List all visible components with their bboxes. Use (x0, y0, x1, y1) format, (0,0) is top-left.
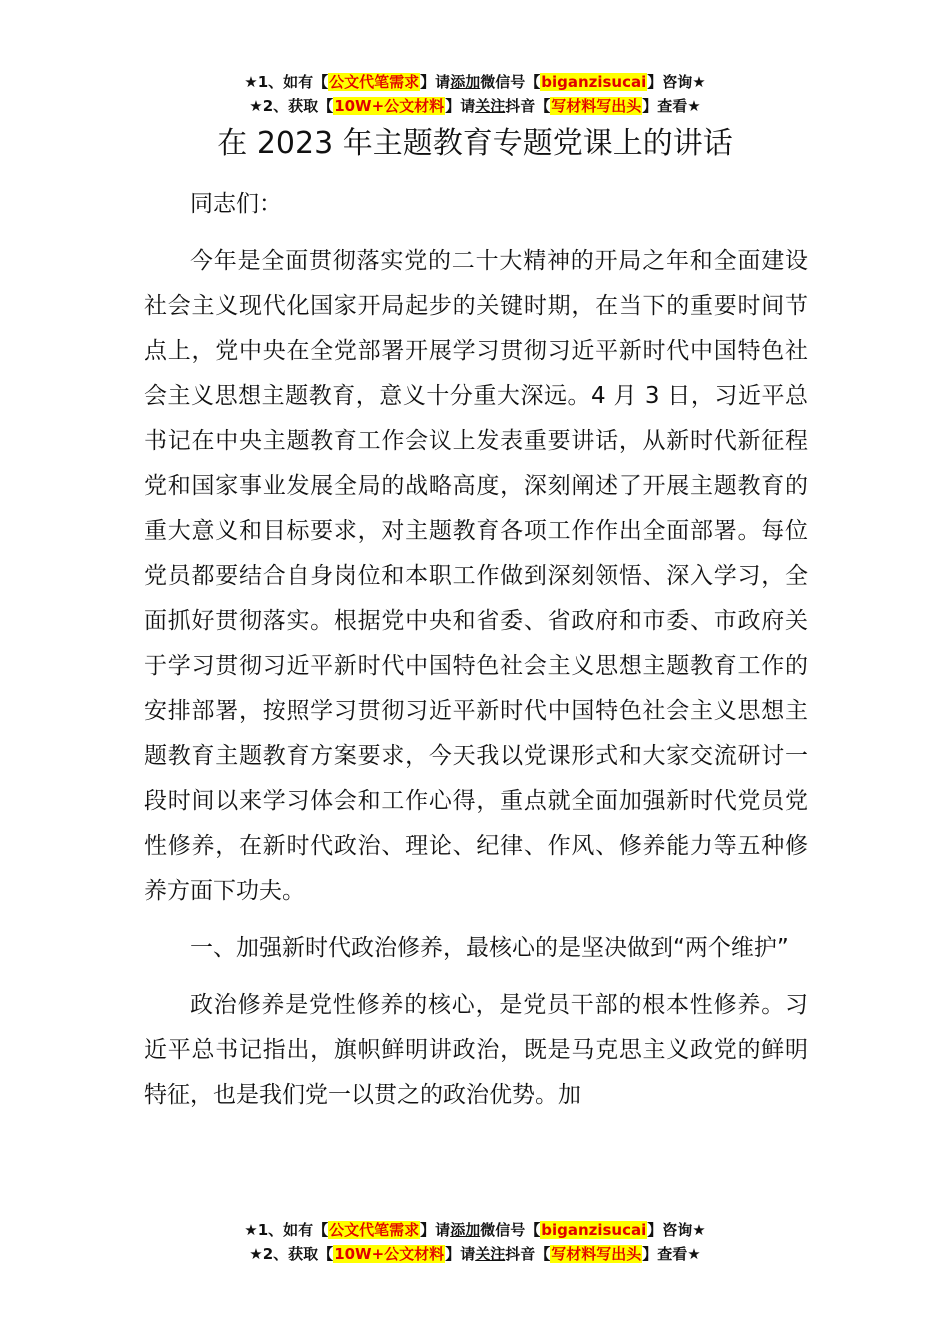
highlight-materials: 10W+公文材料 (334, 97, 445, 115)
highlight-service: 公文代笔需求 (329, 1221, 420, 1239)
underlined-text: 添加 (450, 73, 481, 91)
banner-text: 微信号【 (480, 1221, 541, 1239)
banner-line-1 (0, 1218, 950, 1242)
banner-text: 】请 (445, 1245, 476, 1263)
banner-line-2 (0, 1242, 950, 1266)
banner-text: 】查看★ (642, 97, 701, 115)
banner-text: ★2、获取【 (249, 97, 334, 115)
underlined-text: 关注 (475, 1245, 506, 1263)
document-title: 在 2023 年主题教育专题党课上的讲话 (217, 126, 733, 161)
highlight-douyin: 写材料写出头 (551, 97, 642, 115)
banner-text: ★1、如有【 (244, 1221, 329, 1239)
highlight-service: 公文代笔需求 (329, 73, 420, 91)
banner-text: ★1、如有【 (244, 73, 329, 91)
highlight-wechat-id: biganzisucai (541, 1221, 647, 1239)
banner-line-1 (0, 70, 950, 94)
banner-line-2 (0, 94, 950, 118)
banner-text: 】请 (445, 97, 476, 115)
footer-banner (0, 1218, 950, 1266)
paragraph: 今年是全面贯彻落实党的二十大精神的开局之年和全面建设社会主义现代化国家开局起步的关键时期，在当下的重要时间节点上，党中央在全党部署开展学习贯彻习近平新时代中国特色社会主义思想主题教育，意义十分重大深远。4 月 3 日，习近平总书记在中央主题教育工作会议上发表重要讲话，从新时代新征程党和国家事业发展全局的战略高度，深刻阐述了开展主题教育的重大意义和目标要求，对主题教育各项工作作出全面部署。每位党员都要结合自身岗位和本职工作做到深刻领悟、深入学习，全面抓好贯彻落实。根据党中央和省委、省政府和市委、市政府关于学习贯彻习近平新时代中国特色社会主义思想主题教育工作的安排部署，按照学习贯彻习近平新时代中国特色社会主义思想主题教育主题教育方案要求，今天我以党课形式和大家交流研讨一段时间以来学习体会和工作心得，重点就全面加强新时代党员党性修养，在新时代政治、理论、纪律、作风、修养能力等五种修养方面下功夫。 (144, 248, 808, 904)
highlight-materials: 10W+公文材料 (334, 1245, 445, 1263)
greeting: 同志们： (190, 191, 282, 217)
banner-text: 】请 (420, 73, 451, 91)
banner-text: 】咨询★ (647, 1221, 706, 1239)
banner-text: 】咨询★ (647, 73, 706, 91)
banner-text: 抖音【 (505, 1245, 551, 1263)
header-banner (0, 70, 950, 118)
banner-text: 】查看★ (642, 1245, 701, 1263)
banner-text: ★2、获取【 (249, 1245, 334, 1263)
document-body (144, 182, 808, 1118)
underlined-text: 关注 (475, 97, 506, 115)
section-heading: 一、加强新时代政治修养，最核心的是坚决做到“两个维护” (190, 935, 789, 961)
underlined-text: 添加 (450, 1221, 481, 1239)
paragraph: 政治修养是党性修养的核心，是党员干部的根本性修养。习近平总书记指出，旗帜鲜明讲政治，既是马克思主义政党的鲜明特征，也是我们党一以贯之的政治优势。加 (144, 992, 808, 1108)
banner-text: 抖音【 (505, 97, 551, 115)
banner-text: 微信号【 (480, 73, 541, 91)
highlight-douyin: 写材料写出头 (551, 1245, 642, 1263)
banner-text: 】请 (420, 1221, 451, 1239)
highlight-wechat-id: biganzisucai (541, 73, 647, 91)
